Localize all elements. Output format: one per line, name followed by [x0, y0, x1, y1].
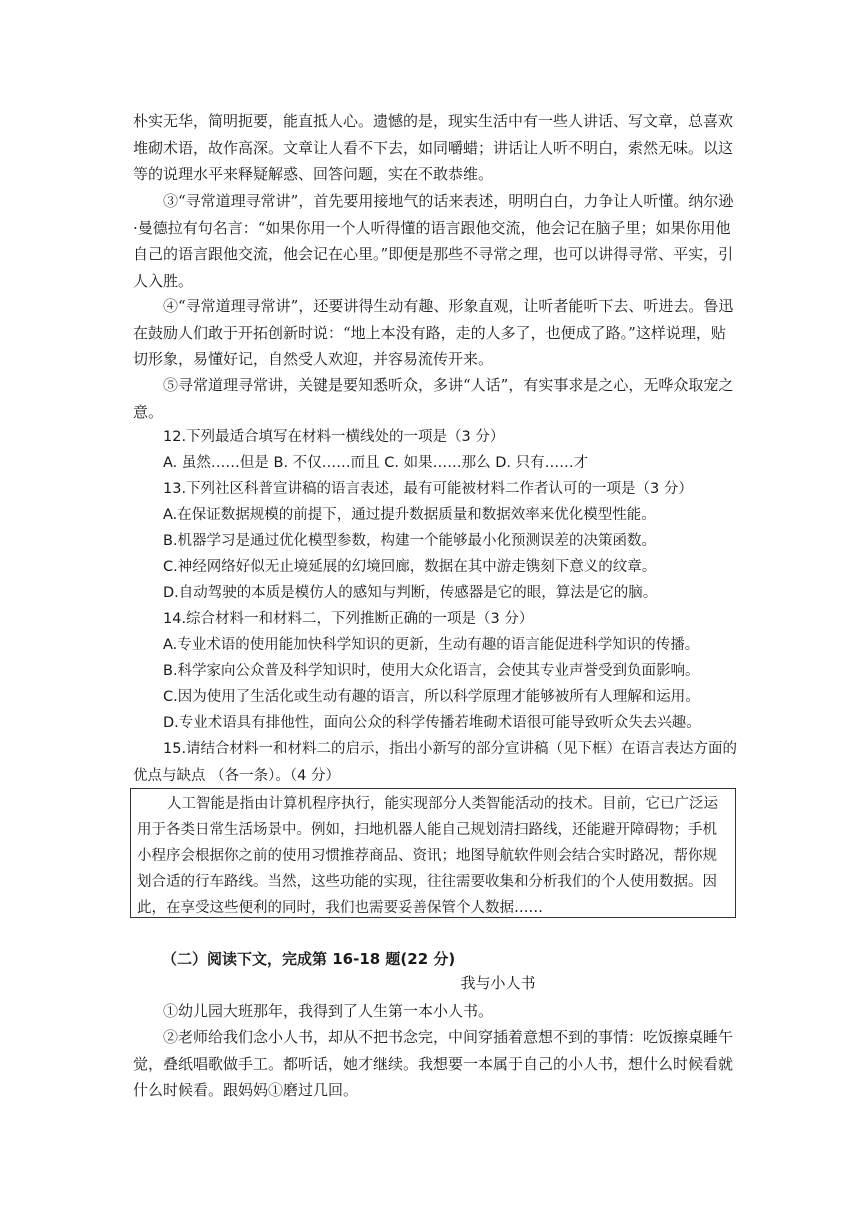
- question-14-option-a: A.专业术语的使用能加快科学知识的更新，生动有趣的语言能促进科学知识的传播。: [163, 637, 700, 653]
- question-14-option-c: C.因为使用了生活化或生动有趣的语言，所以科学原理才能够被所有人理解和运用。: [163, 689, 700, 705]
- question-13-option-d: D.自动驾驶的本质是模仿人的感知与判断，传感器是它的眼，算法是它的脑。: [163, 585, 658, 601]
- question-12-options: A. 虽然……但是 B. 不仅……而且 C. 如果……那么 D. 只有……才: [163, 455, 589, 471]
- material-paragraph-1: 朴实无华，简明扼要，能直抵人心。遗憾的是，现实生活中有一些人讲话、写文章，总喜欢堆砌术语，故作高深。文章让人看不下去，如同嚼蜡；讲话让人听不明白，索然无味。以这等的说理水平来释疑解惑、回答问题，实在不敢恭维。: [133, 112, 734, 183]
- section-heading: （二）阅读下文，完成第 16-18 题(22 分): [162, 950, 456, 968]
- question-14-option-b: B.科学家向公众普及科学知识时，使用大众化语言，会使其专业声誉受到负面影响。: [163, 663, 700, 679]
- question-12: 12.下列最适合填写在材料一横线处的一项是（3 分）: [163, 429, 505, 445]
- material-paragraph-4: ④“寻常道理寻常讲”，还要讲得生动有趣、形象直观，让听者能听下去、听进去。鲁迅在鼓励人们敢于开拓创新时说：“地上本没有路，走的人多了，也便成了路。”这样说理，贴切形象，易懂好记，自然受人欢迎，并容易流传开来。: [133, 297, 734, 368]
- question-13-option-a: A.在保证数据规模的前提下，通过提升数据质量和数据效率来优化模型性能。: [163, 507, 656, 523]
- speech-draft-box: [130, 788, 736, 918]
- question-13-option-b: B.机器学习是通过优化模型参数，构建一个能够最小化预测误差的决策函数。: [163, 533, 657, 549]
- question-14-option-d: D.专业术语具有排他性，面向公众的科学传播若堆砌术语很可能导致听众失去兴趣。: [163, 715, 701, 731]
- speech-draft-text: 人工智能是指由计算机程序执行，能实现部分人类智能活动的技术。目前，它已广泛运用于各类日常生活场景中。例如，扫地机器人能自己规划清扫路线，还能避开障碍物；手机小程序会根据你之前的使用习惯推荐商品、资讯；地图导航软件则会结合实时路况，帮你规划合适的行车路线。当然，这些功能的实现，往往需要收集和分析我们的个人使用数据。因此，在享受这些便利的同时，我们也需要妥善保管个人数据……: [137, 796, 718, 916]
- story-title: 我与小人书: [460, 974, 536, 992]
- question-13: 13.下列社区科普宣讲稿的语言表述，最有可能被材料二作者认可的一项是（3 分）: [163, 481, 693, 497]
- material-paragraph-5: ⑤寻常道理寻常讲，关键是要知悉听众，多讲“人话”，有实事求是之心，无哗众取宠之意。: [133, 376, 734, 421]
- story-paragraph-1: ①幼儿园大班那年，我得到了人生第一本小人书。: [163, 1002, 494, 1020]
- question-15: 15.请结合材料一和材料二的启示，指出小新写的部分宣讲稿（见下框）在语言表达方面的优点与缺点 （各一条）。（4 分）: [133, 741, 738, 784]
- story-paragraph-2: ②老师给我们念小人书，却从不把书念完，中间穿插着意想不到的事情：吃饭擦桌睡午觉，叠纸唱歌做手工。都听话，她才继续。我想要一本属于自己的小人书，想什么时候看就什么时候看。跟妈妈①磨过几回。: [133, 1028, 734, 1099]
- material-paragraph-3: ③“寻常道理寻常讲”，首先要用接地气的话来表述，明明白白，力争让人听懂。纳尔逊·曼德拉有句名言：“如果你用一个人听得懂的语言跟他交流，他会记在脑子里；如果你用他自己的语言跟他交流，他会记在心里。”即便是那些不寻常之理，也可以讲得寻常、平实，引人入胜。: [133, 192, 734, 290]
- question-13-option-c: C.神经网络好似无止境延展的幻境回廊，数据在其中游走镌刻下意义的纹章。: [163, 559, 657, 575]
- question-14: 14.综合材料一和材料二，下列推断正确的一项是（3 分）: [163, 611, 534, 627]
